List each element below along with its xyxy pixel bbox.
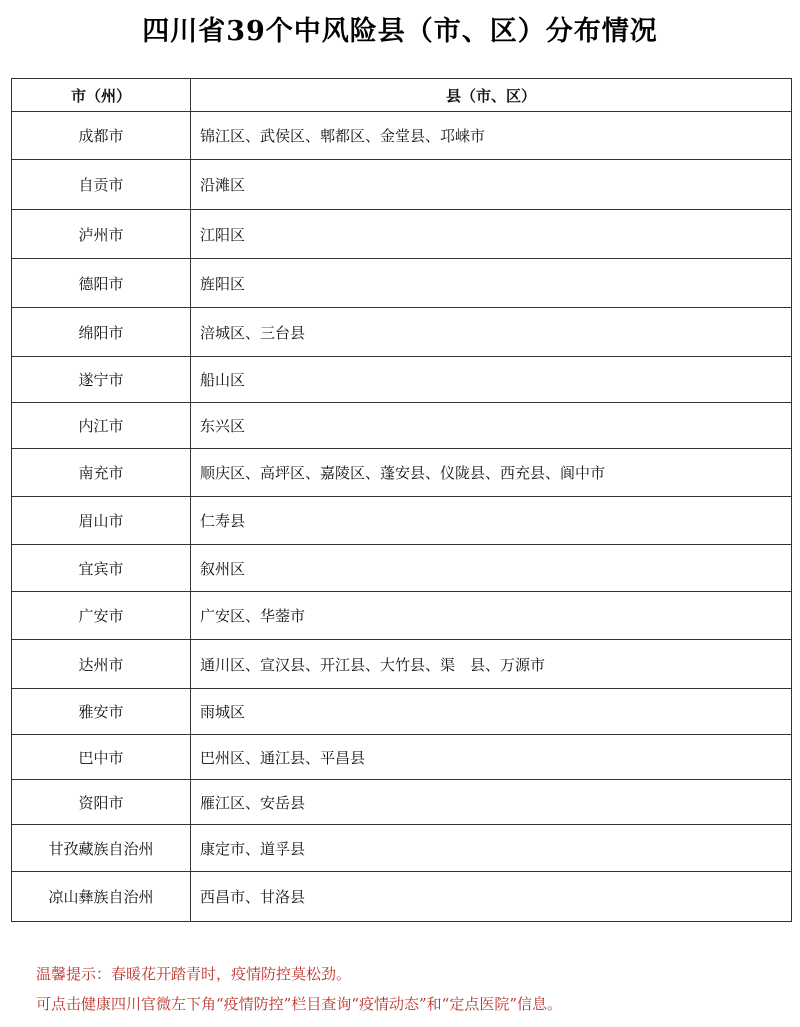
counties-cell: 锦江区、武侯区、郫都区、金堂县、邛崃市 — [191, 112, 792, 160]
counties-cell: 涪城区、三台县 — [191, 308, 792, 357]
table-row — [12, 449, 792, 497]
counties-cell: 顺庆区、高坪区、嘉陵区、蓬安县、仪陇县、西充县、阆中市 — [191, 449, 792, 497]
city-cell: 眉山市 — [12, 497, 191, 545]
counties-cell: 巴州区、通江县、平昌县 — [191, 735, 792, 780]
city-cell: 雅安市 — [12, 689, 191, 735]
header-counties: 县（市、区） — [191, 79, 792, 112]
counties-cell: 广安区、华蓥市 — [191, 592, 792, 640]
table-row — [12, 112, 792, 160]
table-row — [12, 210, 792, 259]
counties-cell: 东兴区 — [191, 403, 792, 449]
counties-cell: 船山区 — [191, 357, 792, 403]
table-row — [12, 735, 792, 780]
table-row — [12, 545, 792, 592]
counties-cell: 仁寿县 — [191, 497, 792, 545]
table-row — [12, 308, 792, 357]
city-cell: 巴中市 — [12, 735, 191, 780]
table-row — [12, 592, 792, 640]
counties-cell: 雁江区、安岳县 — [191, 780, 792, 825]
counties-cell: 通川区、宣汉县、开江县、大竹县、渠 县、万源市 — [191, 640, 792, 689]
info-guide-text: 可点击健康四川官微左下角“疫情防控”栏目查询“疫情动态”和“定点医院”信息。 — [36, 995, 563, 1013]
city-cell: 绵阳市 — [12, 308, 191, 357]
city-cell: 甘孜藏族自治州 — [12, 825, 191, 872]
city-cell: 德阳市 — [12, 259, 191, 308]
city-cell: 达州市 — [12, 640, 191, 689]
counties-cell: 旌阳区 — [191, 259, 792, 308]
table-row — [12, 872, 792, 922]
city-cell: 泸州市 — [12, 210, 191, 259]
counties-cell: 沿滩区 — [191, 160, 792, 210]
city-cell: 内江市 — [12, 403, 191, 449]
city-cell: 自贡市 — [12, 160, 191, 210]
city-cell: 凉山彝族自治州 — [12, 872, 191, 922]
header-city: 市（州） — [12, 79, 191, 112]
table-row — [12, 640, 792, 689]
risk-county-table — [11, 78, 792, 922]
table-row — [12, 497, 792, 545]
city-cell: 成都市 — [12, 112, 191, 160]
table-header-row — [12, 79, 792, 112]
page-title: 四川省39个中风险县（市、区）分布情况 — [142, 16, 658, 47]
table-row — [12, 825, 792, 872]
counties-cell: 康定市、道孚县 — [191, 825, 792, 872]
table-row — [12, 160, 792, 210]
table-row — [12, 357, 792, 403]
city-cell: 遂宁市 — [12, 357, 191, 403]
counties-cell: 叙州区 — [191, 545, 792, 592]
counties-cell: 江阳区 — [191, 210, 792, 259]
counties-cell: 西昌市、甘洛县 — [191, 872, 792, 922]
city-cell: 宜宾市 — [12, 545, 191, 592]
table-row — [12, 259, 792, 308]
table-row — [12, 689, 792, 735]
city-cell: 广安市 — [12, 592, 191, 640]
city-cell: 资阳市 — [12, 780, 191, 825]
reminder-text: 温馨提示：春暖花开踏青时，疫情防控莫松劲。 — [36, 965, 352, 983]
table-row — [12, 403, 792, 449]
city-cell: 南充市 — [12, 449, 191, 497]
counties-cell: 雨城区 — [191, 689, 792, 735]
table-row — [12, 780, 792, 825]
